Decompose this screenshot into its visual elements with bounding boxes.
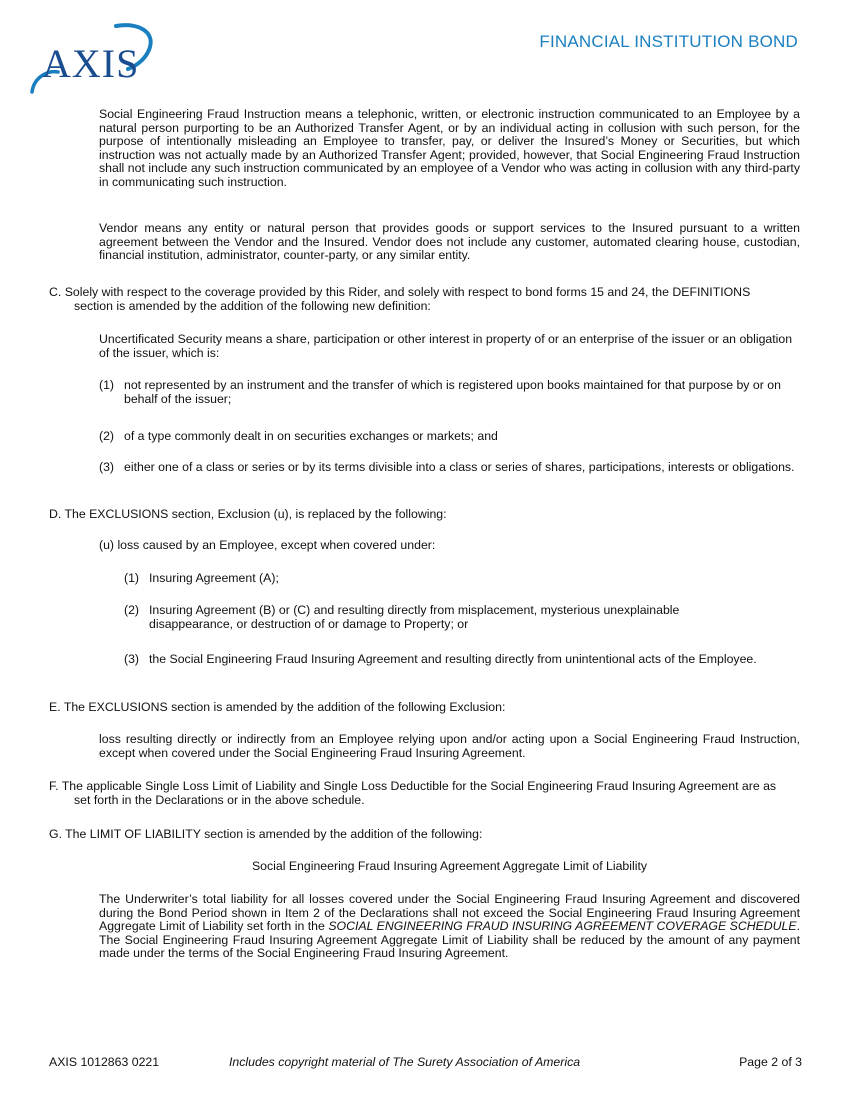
- list-item-text: of a type commonly dealt in on securities exchanges or markets; and: [124, 429, 498, 443]
- section-d-heading: D. The EXCLUSIONS section, Exclusion (u), is replaced by the following:: [49, 507, 447, 521]
- list-item-text: not represented by an instrument and the transfer of which is registered upon books maintained for that purpose by or on behalf of the issuer;: [124, 378, 781, 406]
- list-item-text: Insuring Agreement (A);: [149, 571, 279, 585]
- section-c-heading: C. Solely with respect to the coverage provided by this Rider, and solely with respect to bond forms 15 and 24, the DEFINITIONS section is amended by the addition of the following new definition:: [49, 285, 751, 313]
- list-item-number: (1): [124, 571, 140, 585]
- vendor-definition: Vendor means any entity or natural person that provides goods or support services to the Insured pursuant to a written agreement between the Vendor and the Insured. Vendor does not include any customer, automated clearing house, custodian, financial institution, administrator, counter-party, or any similar entity.: [99, 221, 800, 263]
- list-item-text: either one of a class or series or by its terms divisible into a class or series of shares, participations, interests or obligations.: [124, 460, 795, 474]
- list-item-text: the Social Engineering Fraud Insuring Agreement and resulting directly from unintentional acts of the Employee.: [149, 652, 757, 666]
- logo-text: AXIS: [42, 41, 140, 86]
- section-g-body-part-1: The Underwriter’s total liability for all losses covered under the Social Engineering Fraud Insuring Agreement and discovered during the Bond Period shown in Item 2 of the Declarations shall not exceed the Social Engineering Fraud Insuring Agreement Aggregate Limit of Liability set forth in the: [99, 892, 800, 934]
- uncertificated-security-definition: Uncertificated Security means a share, participation or other interest in property of or an enterprise of the issuer or an obligation of the issuer, which is:: [99, 332, 793, 360]
- section-g-body: [99, 893, 800, 961]
- list-item-text: Insuring Agreement (B) or (C) and resulting directly from misplacement, mysterious unexplainable disappearance, or destruction of or damage to Property; or: [149, 603, 680, 631]
- list-item: [124, 604, 800, 632]
- list-item-number: (2): [99, 429, 115, 443]
- list-item-number: (1): [99, 378, 115, 392]
- form-number: AXIS 1012863 0221: [49, 1055, 160, 1069]
- axis-logo: [30, 22, 155, 94]
- list-item: [124, 653, 800, 681]
- coverage-schedule-reference: SOCIAL ENGINEERING FRAUD INSURING AGREEMENT COVERAGE SCHEDULE: [328, 919, 797, 934]
- copyright-notice: Includes copyright material of The Surety Association of America: [229, 1055, 581, 1069]
- list-item: [99, 430, 800, 444]
- section-g-heading: G. The LIMIT OF LIABILITY section is amended by the addition of the following:: [49, 827, 483, 841]
- sef-instruction-definition: Social Engineering Fraud Instruction means a telephonic, written, or electronic instruction communicated to an Employee by a natural person purporting to be an Authorized Transfer Agent, or by an individual acting in collusion with such person, for the purpose of intentionally misleading an Employee to transfer, pay, or deliver the Insured’s Money or Securities, but which instruction was not actually made by an Authorized Transfer Agent; provided, however, that Social Engineering Fraud Instruction shall not include any such instruction communicated by an employee of a Vendor who was acting in collusion with any third-party in communicating such instruction.: [99, 107, 800, 189]
- document-title: FINANCIAL INSTITUTION BOND: [539, 32, 798, 51]
- list-item: [99, 461, 800, 489]
- aggregate-limit-subtitle: Social Engineering Fraud Insuring Agreement Aggregate Limit of Liability: [251, 859, 648, 873]
- section-f-heading: F. The applicable Single Loss Limit of Liability and Single Loss Deductible for the Social Engineering Fraud Insuring Agreement are as set forth in the Declarations or in the above schedule.: [49, 779, 777, 807]
- section-e-heading: E. The EXCLUSIONS section is amended by the addition of the following Exclusion:: [49, 700, 506, 714]
- list-item: [99, 379, 800, 407]
- list-item-number: (2): [124, 603, 140, 617]
- list-item: [124, 572, 800, 586]
- list-item-number: (3): [124, 652, 140, 666]
- list-item-number: (3): [99, 460, 115, 474]
- section-e-body: loss resulting directly or indirectly from an Employee relying upon and/or acting upon a Social Engineering Fraud Instruction, except when covered under the Social Engineering Fraud Insuring Agreement.: [99, 732, 800, 760]
- page-number: Page 2 of 3: [739, 1055, 802, 1069]
- section-g-body-part-2: . The Social Engineering Fraud Insuring Agreement Aggregate Limit of Liability shall be reduced by the amount of any payment made under the terms of the Social Engineering Fraud Insuring Agreement.: [99, 919, 801, 961]
- exclusion-u: (u) loss caused by an Employee, except when covered under:: [99, 538, 436, 552]
